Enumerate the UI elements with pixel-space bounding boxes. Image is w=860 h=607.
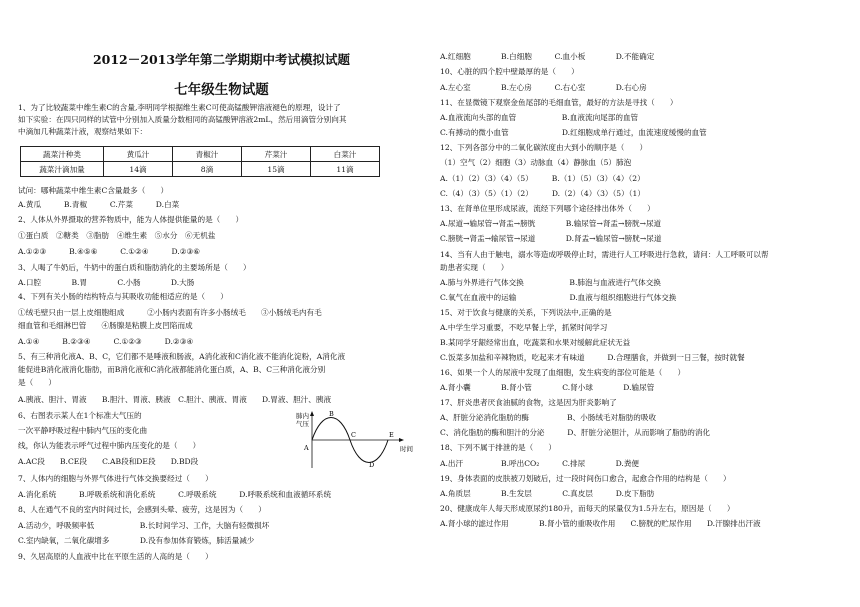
answer-options: A、肝脏分泌消化脂肪的酶 B、小肠绒毛对脂肪的吸收 [440,413,657,422]
answer-options: C.室内缺氧，二氧化碳增多 D.没有参加体育锻炼，肺活量减少 [18,536,255,545]
answer-options: A.红细胞 B.白细胞 C.血小板 D.不能确定 [440,52,655,61]
question-text: 9、久居高原的人血液中比在平原生活的人高的是（ ） [18,552,213,561]
question-text: 8、人在通气不良的室内时间过长，会感到头晕、疲劳，这是因为（ ） [18,505,266,514]
table-row [21,162,380,177]
answer-options: A.口腔 B.胃 C.小肠 D.大肠 [18,278,195,287]
answer-options: A.肺与外界进行气体交换 B.肺泡与血液进行气体交换 [440,278,661,287]
answer-options: A.消化系统 B.呼吸系统和消化系统 C.呼吸系统 D.呼吸系统和血液循环系统 [18,490,332,499]
exam-title: 2012－2013学年第二学期期中考试模拟试题 [92,52,351,67]
answer-options: A.肾小球的滤过作用 B.肾小管的重吸收作用 C.膀胱的贮尿作用 D.汗腺排出汗液 [440,519,761,528]
question-text: 13、在肾单位里形成尿液，流经下列哪个途径排出体外（ ） [440,204,655,213]
question-text: （1）空气（2）细胞（3）动脉血（4）静脉血（5）肺泡 [440,158,632,167]
lung-pressure-chart [296,406,426,472]
table-cell: 14滴 [104,162,173,177]
question-text: ①蛋白质 ②糖类 ③脂肪 ④维生素 ⑤水分 ⑥无机盐 [18,231,216,240]
answer-options: C、消化脂肪的酶和胆汁的分泌 D、肝脏分泌胆汁，从而影响了脂肪的消化 [440,428,711,437]
y-axis-label-1: 肺内 [296,412,309,420]
table-cell: 11滴 [311,162,380,177]
answer-options: A.尿道→输尿管→肾盂→膀胱 B.输尿管→肾盂→膀胱→尿道 [440,219,662,228]
y-axis-label-2: 气压 [296,420,309,428]
question-text: 14、当有人由于触电，溺水等造成呼吸停止时，需进行人工呼吸进行急救，请问：人工呼吸可以帮 [440,250,769,259]
point-label-e: E [389,431,394,439]
point-label-b: B [329,410,334,418]
point-label-a: A [304,444,309,452]
answer-options: A.AC段 B.CE段 C.AB段和DE段 D.BD段 [18,457,199,466]
question-text: 4、下列有关小肠的结构特点与其吸收功能相适应的是（ ） [18,292,228,301]
question-text: 11、在显微镜下观察金鱼尾部的毛细血管，最好的方法是寻找（ ） [440,98,678,107]
question-text: 10、心脏的四个腔中壁最厚的是（ ） [440,67,579,76]
answer-options: C.饭菜多加盐和辛辣物质，吃起来才有味道 D.合理膳食，并做到一日三餐，按时就餐 [440,353,745,362]
question-text: 一次平静呼吸过程中肺内气压的变化曲 [18,426,148,435]
answer-options: C.（4）（3）（5）（1）（2） D.（2）（4）（3）（5）（1） [440,189,645,198]
table-header-row [21,147,380,162]
question-text: 2、人体从外界摄取的营养物质中，能为人体提供能量的是（ ） [18,215,244,224]
answer-options: A.①④ B.②③④ C.①②③ D.②③④ [18,337,194,346]
answer-options: C.氧气在血液中的运输 D.血液与组织细胞进行气体交换 [440,293,677,302]
question-text: 细血管和毛细淋巴管 ④肠腺是粘膜上皮凹陷而成 [18,321,193,330]
question-text: 如下实验：在四只同样的试管中分别加入质量分数相同的高锰酸钾溶液2mL，然后用滴管分别向其 [18,115,347,124]
answer-options: A.活动少，呼吸频率低 B.长时间学习、工作，大脑有轻微损坏 [18,521,270,530]
question-text: 1、为了比较蔬菜中维生素C的含量,李明同学根据维生素C可使高锰酸钾溶液褪色的原理，设计了 [18,103,341,112]
x-axis-arrow [399,438,404,442]
answer-options: A.肾小囊 B.肾小管 C.肾小球 D.输尿管 [440,383,655,392]
question-text: 中滴加几种蔬菜汁液，观察结果如下： [18,127,148,136]
question-text: 19、身体表面的皮肤被刀划破后，过一段时间伤口愈合，起愈合作用的结构是（ ） [440,474,731,483]
table-header-cell: 蔬菜汁种类 [21,147,104,162]
answer-options: A.胰液、胆汁、胃液 B.胆汁、胃液、胰液 C.胆汁、胰液、胃液 D.胃液、胆汁、胰液 [18,395,332,404]
answer-options: A.血液流向头部的血管 B.血液流向尾部的血管 [440,113,639,122]
answer-options: B.某同学牙龈经常出血，吃蔬菜和水果对缓解此症状无益 [440,338,631,347]
question-text: 是（ ） [18,378,56,387]
point-label-c: C [351,431,356,439]
answer-options: A.黄瓜 B.青椒 C.芹菜 D.白菜 [18,200,180,209]
exam-subtitle: 七年级生物试题 [174,82,269,98]
question-text: 12、下列各部分中的二氧化碳浓度由大到小的顺序是（ ） [440,143,648,152]
question-text: 20、健康成年人每天形成原尿约180升，而每天的尿量仅为1.5升左右，原因是（ ） [440,504,735,513]
question-text: 7、人体内的细胞与外界气体进行气体交换要经过（ ） [18,474,213,483]
answer-options: A.左心室 B.左心房 C.右心室 D.右心房 [440,83,647,92]
answer-options: A.角质层 B.生发层 C.真皮层 D.皮下脂肪 [440,489,655,498]
question-text: 试问：哪种蔬菜中维生素C含量最多（ ） [18,186,169,195]
answer-options: C.有搏动的微小血管 D.红细胞成单行通过，血流速度缓慢的血管 [440,128,707,137]
question-text: ①绒毛壁只由一层上皮细胞组成 ②小肠内表面有许多小肠绒毛 ③小肠绒毛内有毛 [18,308,322,317]
answer-options: A.（1）（2）（3）（4）（5） B.（1）（5）（3）（4）（2） [440,174,645,183]
question-text: 6、右图表示某人在1个标准大气压的 [18,411,142,420]
table-header-cell: 青椒汁 [173,147,242,162]
table-cell: 8滴 [173,162,242,177]
question-text: 15、对于饮食与健康的关系，下列说法中,正确的是 [440,308,612,317]
table-cell: 15滴 [242,162,311,177]
table-header-cell: 黄瓜汁 [104,147,173,162]
table-header-cell: 白菜汁 [311,147,380,162]
answer-options: C.膀胱→肾盂→输尿管→尿道 D.肾盂→输尿管→膀胱→尿道 [440,234,662,243]
question-text: 线，你认为能表示呼气过程中肺内压变化的是（ ） [18,441,201,450]
question-text: 18、下列不属于排泄的是（ ） [440,443,556,452]
answer-options: A.出汗 B.呼出CO₂ C.排尿 D.粪便 [440,459,640,468]
point-label-d: D [369,461,375,469]
question-text: 17、肝炎患者厌食油腻的食物，这是因为肝炎影响了 [440,398,617,407]
y-axis-arrow [310,411,314,416]
answer-options: A.①②③ B.④⑤⑥ C.①②④ D.②③⑥ [18,247,201,256]
question-text: 16、如果一个人的尿液中发现了血细胞，发生病变的部位可能是（ ） [440,368,686,377]
question-text: 5、有三种消化液A、B、C，它们都不是唾液和肠液，A消化液和C消化液不能消化淀粉，A消化液 [18,352,346,361]
vegetable-juice-table [20,146,380,177]
question-text: 3、人喝了牛奶后，牛奶中的蛋白质和脂肪消化的主要场所是（ ） [18,263,251,272]
x-axis-label: 时间 [400,445,413,453]
answer-options: A.中学生学习重要，不吃早餐上学，抓紧时间学习 [440,323,608,332]
question-text: 助患者实现（ ） [440,263,509,272]
table-row-label: 蔬菜汁滴加量 [21,162,104,177]
question-text: 能促进B消化液消化脂肪，而B消化液和C消化液都能消化蛋白质，A、B、C三种消化液分别 [18,365,326,374]
table-header-cell: 芹菜汁 [242,147,311,162]
